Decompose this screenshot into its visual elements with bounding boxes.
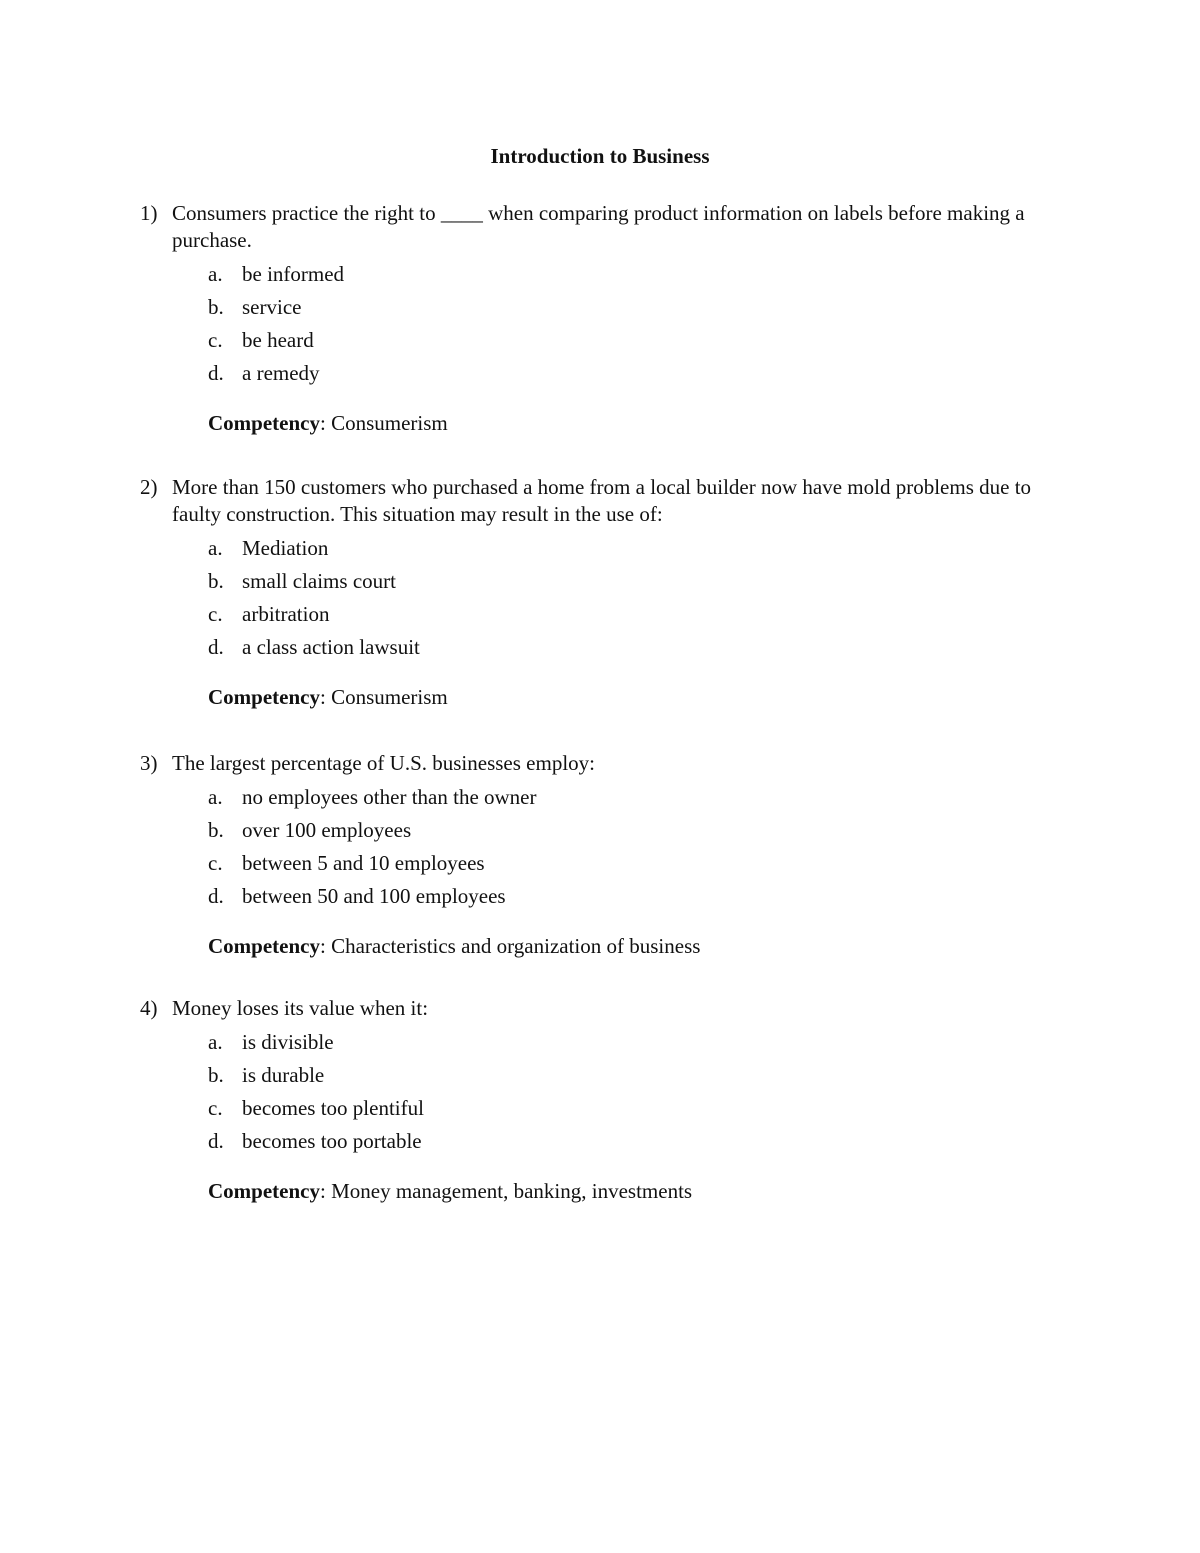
question-stem xyxy=(140,474,1070,528)
question-text: More than 150 customers who purchased a home from a local builder now have mold problems due to faulty construction. This situation may result in the use of: xyxy=(172,475,1032,526)
option-letter: b. xyxy=(208,295,224,319)
option-text: is divisible xyxy=(242,1030,334,1054)
option-letter: b. xyxy=(208,1063,224,1087)
option-text: be heard xyxy=(242,328,314,352)
answer-option xyxy=(140,324,1070,357)
answer-option xyxy=(140,1092,1070,1125)
option-letter: a. xyxy=(208,785,223,809)
option-text: between 5 and 10 employees xyxy=(242,851,485,875)
option-letter: c. xyxy=(208,328,223,352)
document-title: Introduction to Business xyxy=(490,144,710,168)
option-text: arbitration xyxy=(242,602,330,626)
question-stem xyxy=(140,995,1070,1022)
option-letter: a. xyxy=(208,536,223,560)
answer-option xyxy=(140,631,1070,664)
competency-value: Money management, banking, investments xyxy=(331,1179,693,1203)
competency-line: Competency: Consumerism xyxy=(208,685,448,709)
competency-line: Competency: Characteristics and organization of business xyxy=(208,934,701,958)
question-stem xyxy=(140,200,1070,254)
competency-label: Competency xyxy=(208,685,320,709)
question-number: 4) xyxy=(140,996,158,1020)
option-text: be informed xyxy=(242,262,345,286)
option-letter: b. xyxy=(208,818,224,842)
answer-option xyxy=(140,357,1070,390)
option-text: between 50 and 100 employees xyxy=(242,884,506,908)
competency-value: Consumerism xyxy=(331,685,448,709)
question-text: The largest percentage of U.S. businesses employ: xyxy=(172,751,596,775)
option-text: is durable xyxy=(242,1063,325,1087)
competency-line: Competency: Consumerism xyxy=(208,411,448,435)
answer-option xyxy=(140,847,1070,880)
option-text: Mediation xyxy=(242,536,329,560)
option-text: a remedy xyxy=(242,361,320,385)
question-stem xyxy=(140,750,1070,777)
option-letter: c. xyxy=(208,851,223,875)
answer-option xyxy=(140,814,1070,847)
option-letter: a. xyxy=(208,262,223,286)
answer-option xyxy=(140,565,1070,598)
option-letter: b. xyxy=(208,569,224,593)
option-text: a class action lawsuit xyxy=(242,635,420,659)
question-number: 3) xyxy=(140,751,158,775)
answer-option xyxy=(140,1026,1070,1059)
answer-option xyxy=(140,532,1070,565)
answer-option xyxy=(140,781,1070,814)
option-text: no employees other than the owner xyxy=(242,785,537,809)
option-letter: d. xyxy=(208,884,224,908)
option-letter: d. xyxy=(208,361,224,385)
answer-options xyxy=(140,781,1070,913)
option-letter: c. xyxy=(208,602,223,626)
answer-options xyxy=(140,1026,1070,1158)
competency-value: Characteristics and organization of business xyxy=(331,934,701,958)
competency-line: Competency: Money management, banking, investments xyxy=(208,1179,693,1203)
question-2 xyxy=(140,474,1070,710)
answer-options xyxy=(140,532,1070,664)
question-number: 1) xyxy=(140,201,158,225)
question-text: Money loses its value when it: xyxy=(172,996,429,1020)
option-text: small claims court xyxy=(242,569,396,593)
answer-option xyxy=(140,880,1070,913)
option-letter: c. xyxy=(208,1096,223,1120)
competency-label: Competency xyxy=(208,1179,320,1203)
question-1 xyxy=(140,200,1070,436)
option-text: over 100 employees xyxy=(242,818,412,842)
option-text: becomes too portable xyxy=(242,1129,422,1153)
answer-options xyxy=(140,258,1070,390)
question-number: 2) xyxy=(140,475,158,499)
competency-label: Competency xyxy=(208,411,320,435)
answer-option xyxy=(140,1059,1070,1092)
question-3 xyxy=(140,750,1070,959)
answer-option xyxy=(140,1125,1070,1158)
option-letter: a. xyxy=(208,1030,223,1054)
competency-value: Consumerism xyxy=(331,411,448,435)
answer-option xyxy=(140,258,1070,291)
answer-option xyxy=(140,291,1070,324)
option-text: service xyxy=(242,295,302,319)
option-letter: d. xyxy=(208,635,224,659)
answer-option xyxy=(140,598,1070,631)
question-4 xyxy=(140,995,1070,1204)
question-text: Consumers practice the right to ____ when comparing product information on labels before making a purchase. xyxy=(172,201,1025,252)
option-letter: d. xyxy=(208,1129,224,1153)
option-text: becomes too plentiful xyxy=(242,1096,424,1120)
competency-label: Competency xyxy=(208,934,320,958)
